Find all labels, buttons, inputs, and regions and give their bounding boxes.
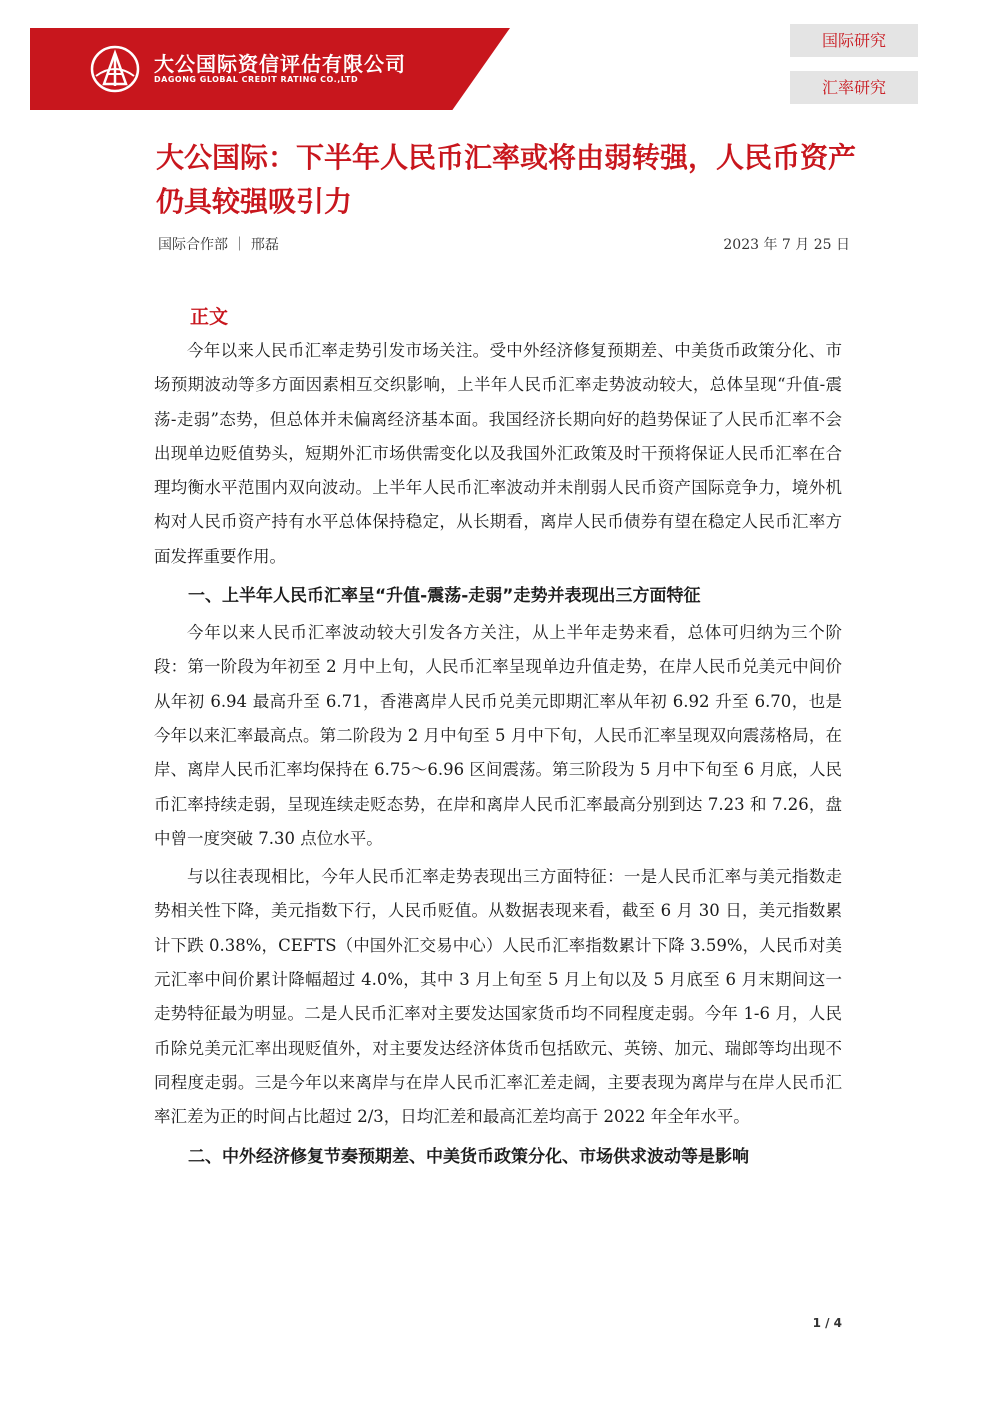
paragraph: 今年以来人民币汇率波动较大引发各方关注，从上半年走势来看，总体可归纳为三个阶段：第一阶段为年初至 2 月中上旬，人民币汇率呈现单边升值走势，在岸人民币兑美元中间价从年初 6.94 最高升至 6.71，香港离岸人民币兑美元即期汇率从年初 6.92 升至 6.70，也是今年以来汇率最高点。第二阶段为 2 月中旬至 5 月中下旬，人民币汇率呈现双向震荡格局，在岸、离岸人民币汇率均保持在 6.75～6.96 区间震荡。第三阶段为 5 月中下旬至 6 月底，人民币汇率持续走弱，呈现连续走贬态势，在岸和离岸人民币汇率最高分别到达 7.23 和 7.26，盘中曾一度突破 7.30 点位水平。 <box>154 623 842 848</box>
paragraph: 与以往表现相比，今年人民币汇率走势表现出三方面特征：一是人民币汇率与美元指数走势相关性下降，美元指数下行，人民币贬值。从数据表现来看，截至 6 月 30 日，美元指数累计下跌 0.38%，CEFTS（中国外汇交易中心）人民币汇率指数累计下降 3.59%，人民币对美元汇率中间价累计降幅超过 4.0%，其中 3 月上旬至 5 月上旬以及 5 月底至 6 月末期间这一走势特征最为明显。二是人民币汇率对主要发达国家货币均不同程度走弱。今年 1-6 月，人民币除兑美元汇率出现贬值外，对主要发达经济体货币包括欧元、英镑、加元、瑞郎等均出现不同程度走弱。三是今年以来离岸与在岸人民币汇率汇差走阔，主要表现为离岸与在岸人民币汇率汇差为正的时间占比超过 2/3，日均汇差和最高汇差均高于 2022 年全年水平。 <box>154 867 842 1127</box>
company-name-cn: 大公国际资信评估有限公司 <box>154 52 406 76</box>
article-title: 大公国际：下半年人民币汇率或将由弱转强，人民币资产仍具较强吸引力 <box>156 141 857 218</box>
article-body <box>154 300 842 1177</box>
article-date: 2023 年 7 月 25 日 <box>723 237 850 253</box>
paragraph: 今年以来人民币汇率走势引发市场关注。受中外经济修复预期差、中美货币政策分化、市场预期波动等多方面因素相互交织影响，上半年人民币汇率走势波动较大，总体呈现“升值-震荡-走弱”态势，但总体并未偏离经济基本面。我国经济长期向好的趋势保证了人民币汇率不会出现单边贬值势头，短期外汇市场供需变化以及我国外汇政策及时干预将保证人民币汇率在合理均衡水平范围内双向波动。上半年人民币汇率波动并未削弱人民币资产国际竞争力，境外机构对人民币资产持有水平总体保持稳定，从长期看，离岸人民币债券有望在稳定人民币汇率方面发挥重要作用。 <box>154 341 842 566</box>
company-name-en: DAGONG GLOBAL CREDIT RATING CO.,LTD <box>154 75 359 84</box>
page-number: 1 / 4 <box>812 1316 842 1330</box>
article-byline: 国际合作部 ｜ 邢磊 <box>158 237 279 253</box>
dagong-logo-icon <box>90 44 140 94</box>
tag-international-research: 国际研究 <box>790 24 918 57</box>
tag-exchange-rate-research: 汇率研究 <box>790 71 918 104</box>
section-heading-1: 一、上半年人民币汇率呈“升值-震荡-走弱”走势并表现出三方面特征 <box>188 586 701 607</box>
section-label: 正文 <box>190 306 229 328</box>
section-heading-2: 二、中外经济修复节奏预期差、中美货币政策分化、市场供求波动等是影响 <box>188 1146 749 1167</box>
